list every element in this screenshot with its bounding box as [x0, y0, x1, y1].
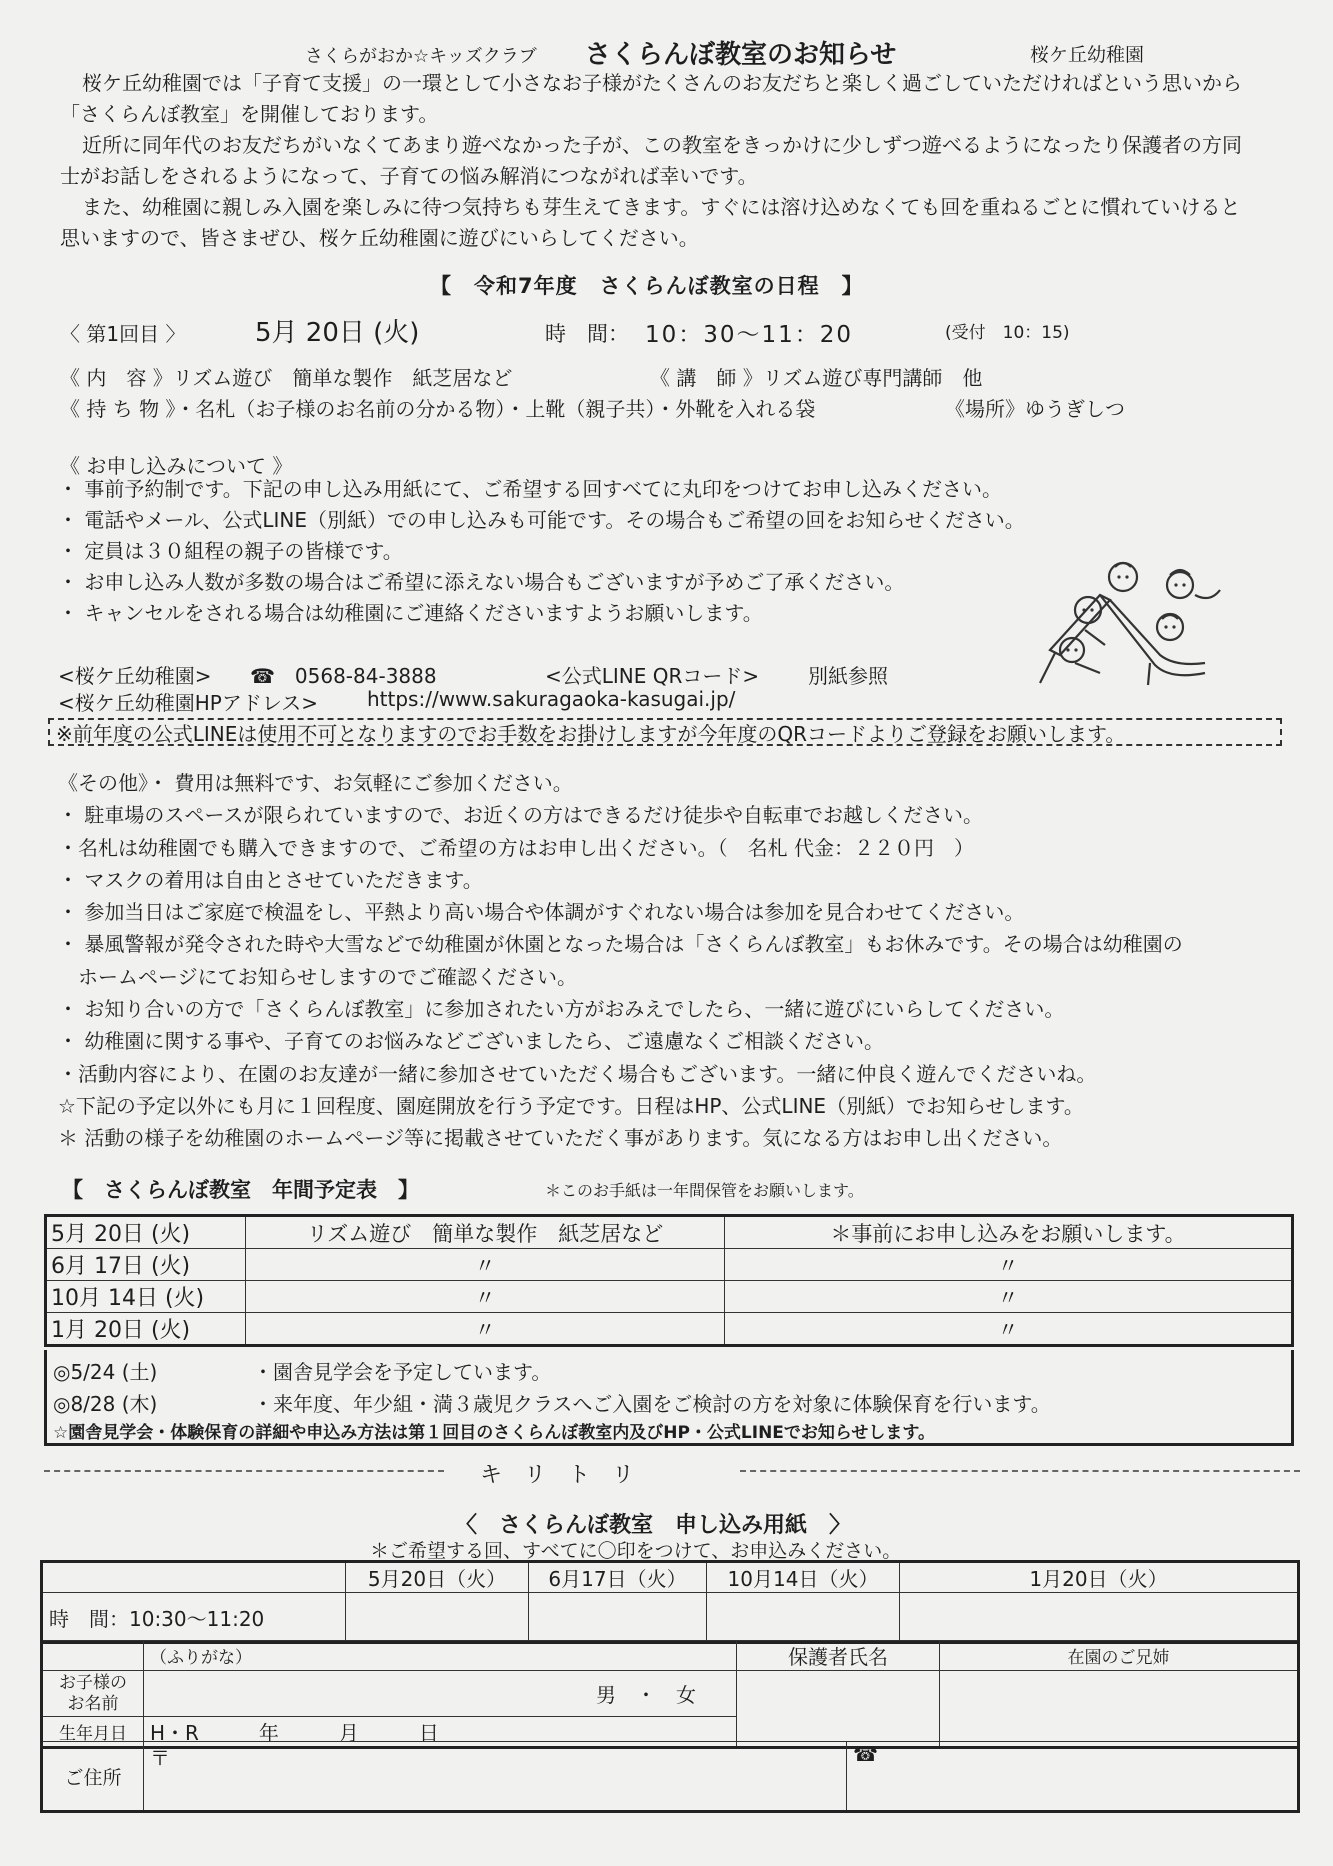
place-text: ゆうぎしつ: [1025, 397, 1125, 421]
form-furigana-row: [42, 1641, 1299, 1671]
form-name-row: [42, 1671, 1299, 1717]
phone-number: ☎ 0568-84-3888: [250, 664, 437, 688]
line-qr-reference: 別紙参照: [808, 664, 888, 688]
session-time: 10：30～11：20: [645, 322, 854, 348]
intro-paragraph-3: また、幼稚園に親しみ入園を楽しみに待つ気持ちも芽生えてきます。すぐには溶け込めなくても回を重ねるごとに慣れていけると思いますので、皆さまぜひ、桜ケ丘幼稚園に遊びにいらしてください。: [60, 195, 1241, 250]
other-item: ・ 参加当日はご家庭で検温をし、平熱より高い場合や体調がすぐれない場合は参加を見合わせてください。: [58, 900, 1025, 925]
annual-title: 【 さくらんぼ教室 年間予定表 】: [62, 1178, 419, 1202]
annual-content: リズム遊び 簡単な製作 紙芝居など: [246, 1216, 725, 1249]
intro-paragraph-1: 桜ケ丘幼稚園では「子育て支援」の一環として小さなお子様がたくさんのお友だちと楽しく過ごしていただければという思いから「さくらんぼ教室」を開催しております。: [60, 71, 1242, 126]
guardian-label: 保護者氏名: [737, 1641, 940, 1671]
application-form-details: [40, 1640, 1300, 1749]
table-row: [46, 1313, 1293, 1346]
other-item: ＊ 活動の様子を幼稚園のホームページ等に掲載させていただく事があります。気になる方はお申し出ください。: [58, 1126, 1063, 1151]
application-list: [58, 474, 1025, 629]
application-item: ・ お申し込み人数が多数の場合はご希望に添えない場合もございますが予めご了承ください。: [58, 570, 905, 594]
gender-options[interactable]: 男 ・ 女: [596, 1683, 696, 1707]
other-item: ・ 駐車場のスペースが限られていますので、お近くの方はできるだけ徒歩や自転車でお越しください。: [58, 803, 983, 828]
page-title: さくらんぼ教室のお知らせ: [585, 40, 897, 70]
other-item: ・活動内容により、在園のお友達が一緒に参加させていただく場合もございます。一緒に仲良く遊んでくださいね。: [58, 1061, 1097, 1086]
postal-mark: 〒: [150, 1746, 170, 1770]
other-item: ・ お知り合いの方で「さくらんぼ教室」に参加されたい方がおみえでしたら、一緒に遊びにいらしてください。: [58, 997, 1065, 1022]
extra-event-date: ◎5/24 (土): [53, 1360, 158, 1384]
other-item: ☆下記の予定以外にも月に１回程度、園庭開放を行う予定です。日程はHP、公式LINE（別紙）でお知らせします。: [58, 1093, 1084, 1118]
application-item: ・ 電話やメール、公式LINE（別紙）での申し込みも可能です。その場合もご希望の回をお知らせください。: [58, 508, 1025, 532]
table-row: [46, 1216, 1293, 1249]
form-select-cell[interactable]: [346, 1593, 529, 1643]
form-select-cell[interactable]: [900, 1593, 1299, 1643]
application-form-table: [40, 1560, 1300, 1644]
line-notice: ※前年度の公式LINEは使用不可となりますのでお手数をお掛けしますが今年度のQRコードよりご登録をお願いします。: [48, 718, 1282, 746]
application-item: ・ 定員は３０組程の親子の皆様です。: [58, 539, 403, 563]
form-select-cell[interactable]: [707, 1593, 900, 1643]
children-slide-illustration: [1030, 555, 1230, 690]
form-date: 10月14日（火）: [707, 1562, 900, 1593]
cut-line-left: [44, 1470, 444, 1474]
annual-content: 〃: [246, 1281, 725, 1313]
form-time-label: 時 間：10:30～11:20: [42, 1593, 346, 1643]
club-name: さくらがおか☆キッズクラブ: [305, 46, 537, 67]
schedule-title: 【 令和7年度 さくらんぼ教室の日程 】: [430, 274, 864, 298]
annual-extra-events: [44, 1350, 1294, 1446]
annual-schedule-table: [44, 1214, 1294, 1347]
annual-date: 6月 17日 (火): [46, 1249, 246, 1281]
table-row: [46, 1281, 1293, 1313]
place-row: [945, 393, 1125, 422]
other-item: ・名札は幼稚園でも購入できますので、ご希望の方はお申し出ください。（ 名札 代金：２２０円 ）: [58, 835, 974, 860]
application-item: ・ キャンセルをされる場合は幼稚園にご連絡くださいますようお願いします。: [58, 601, 763, 625]
furigana-label: （ふりがな）: [144, 1641, 737, 1671]
guardian-name-field[interactable]: [737, 1671, 940, 1748]
form-date: 6月17日（火）: [529, 1562, 707, 1593]
address-field[interactable]: [144, 1742, 847, 1812]
content-text: リズム遊び 簡単な製作 紙芝居など: [172, 366, 513, 390]
form-address-row: [42, 1742, 1299, 1812]
table-row: [46, 1249, 1293, 1281]
annual-remark: 〃: [725, 1313, 1293, 1346]
intro-paragraph-2: 近所に同年代のお友だちがいなくてあまり遊べなかった子が、この教室をきっかけに少しずつ遊べるようになったり保護者の方同士がお話しをされるようになって、子育ての悩み解消につながれば幸いです。: [60, 133, 1242, 188]
birth-label: 生年月日: [42, 1717, 144, 1748]
place-label: 《場所》: [945, 397, 1025, 421]
annual-date: 10月 14日 (火): [46, 1281, 246, 1313]
items-label: 《 持 ち 物 》: [60, 397, 176, 421]
phone-field[interactable]: [847, 1742, 1299, 1812]
teacher-text: リズム遊び専門講師 他: [762, 366, 983, 390]
cut-line-right: [740, 1470, 1300, 1474]
annual-remark: 〃: [725, 1249, 1293, 1281]
form-corner-cell: [42, 1562, 346, 1593]
teacher-row: [650, 362, 982, 391]
form-instruction: ＊ご希望する回、すべてに〇印をつけて、お申込みください。: [370, 1540, 902, 1562]
extra-event-date: ◎8/28 (木): [53, 1392, 158, 1416]
annual-remark: 〃: [725, 1281, 1293, 1313]
other-item: ・ 幼稚園に関する事や、子育てのお悩みなどございましたら、ご遠慮なくご相談ください。: [58, 1029, 884, 1054]
form-time-row: [42, 1593, 1299, 1643]
form-select-cell[interactable]: [529, 1593, 707, 1643]
phone-icon: ☎: [853, 1742, 878, 1766]
form-label-blank: [42, 1641, 144, 1671]
birth-date-field[interactable]: H・R 年 月 日: [144, 1717, 737, 1748]
siblings-label: 在園のご兄姉: [940, 1641, 1299, 1671]
time-label: 時 間：: [545, 322, 629, 346]
form-date: 5月20日（火）: [346, 1562, 529, 1593]
homepage-label: <桜ケ丘幼稚園HPアドレス>: [58, 691, 319, 715]
other-item: ・ 暴風警報が発令された時や大雪などで幼稚園が休園となった場合は「さくらんぼ教室」もお休みです。その場合は幼稚園の: [58, 932, 1183, 957]
line-qr-label: <公式LINE QRコード>: [545, 664, 760, 688]
homepage-url[interactable]: https://www.sakuragaoka-kasugai.jp/: [367, 687, 736, 711]
header: [0, 32, 1333, 70]
child-name-label: お子様の お名前: [42, 1671, 144, 1717]
extra-event-note: ☆園舎見学会・体験保育の詳細や申込み方法は第１回目のさくらんぼ教室内及びHP・公式LINEでお知らせします。: [53, 1423, 936, 1443]
application-label: 《 お申し込みについて 》: [60, 454, 293, 478]
siblings-field[interactable]: [940, 1671, 1299, 1748]
address-label: ご住所: [42, 1742, 144, 1812]
items-row: [60, 393, 815, 422]
child-name-field[interactable]: [144, 1671, 737, 1717]
annual-date: 1月 20日 (火): [46, 1313, 246, 1346]
annual-note: ＊このお手紙は一年間保管をお願いします。: [545, 1181, 864, 1200]
annual-remark: ＊事前にお申し込みをお願いします。: [725, 1216, 1293, 1249]
extra-event-text: ・園舎見学会を予定しています。: [253, 1360, 552, 1384]
items-text: ・名札（お子様のお名前の分かる物）・上靴（親子共）・外靴を入れる袋: [175, 397, 816, 421]
extra-event-text: ・来年度、年少組・満３歳児クラスへご入園をご検討の方を対象に体験保育を行います。: [253, 1392, 1051, 1416]
other-list: [58, 767, 1183, 1155]
kindergarten-name: 桜ケ丘幼稚園: [1030, 44, 1145, 66]
application-item: ・ 事前予約制です。下記の申し込み用紙にて、ご希望する回すべてに丸印をつけてお申し込みください。: [58, 477, 1002, 501]
other-item: ホームページにてお知らせしますのでご確認ください。: [58, 964, 577, 989]
reception-time: (受付 10：15): [945, 323, 1070, 343]
other-item: ・ マスクの着用は自由とさせていただきます。: [58, 867, 483, 892]
content-row: [60, 362, 512, 391]
form-date-header-row: [42, 1562, 1299, 1593]
form-date: 1月20日（火）: [900, 1562, 1299, 1593]
application-form-address: [40, 1741, 1300, 1813]
kindergarten-contact-label: <桜ケ丘幼稚園>: [58, 664, 212, 688]
other-item: 《その他》・ 費用は無料です、お気軽にご参加ください。: [58, 771, 573, 795]
annual-content: 〃: [246, 1249, 725, 1281]
form-title: 〈 さくらんぼ教室 申し込み用紙 〉: [455, 1513, 852, 1538]
cut-label: キ リ ト リ: [480, 1463, 635, 1488]
annual-date: 5月 20日 (火): [46, 1216, 246, 1249]
session-date: 5月 20日 (火): [255, 318, 420, 348]
content-label: 《 内 容 》: [60, 366, 173, 390]
teacher-label: 《 講 師 》: [650, 366, 763, 390]
annual-content: 〃: [246, 1313, 725, 1346]
session-label: 〈 第1回目 〉: [60, 322, 186, 346]
